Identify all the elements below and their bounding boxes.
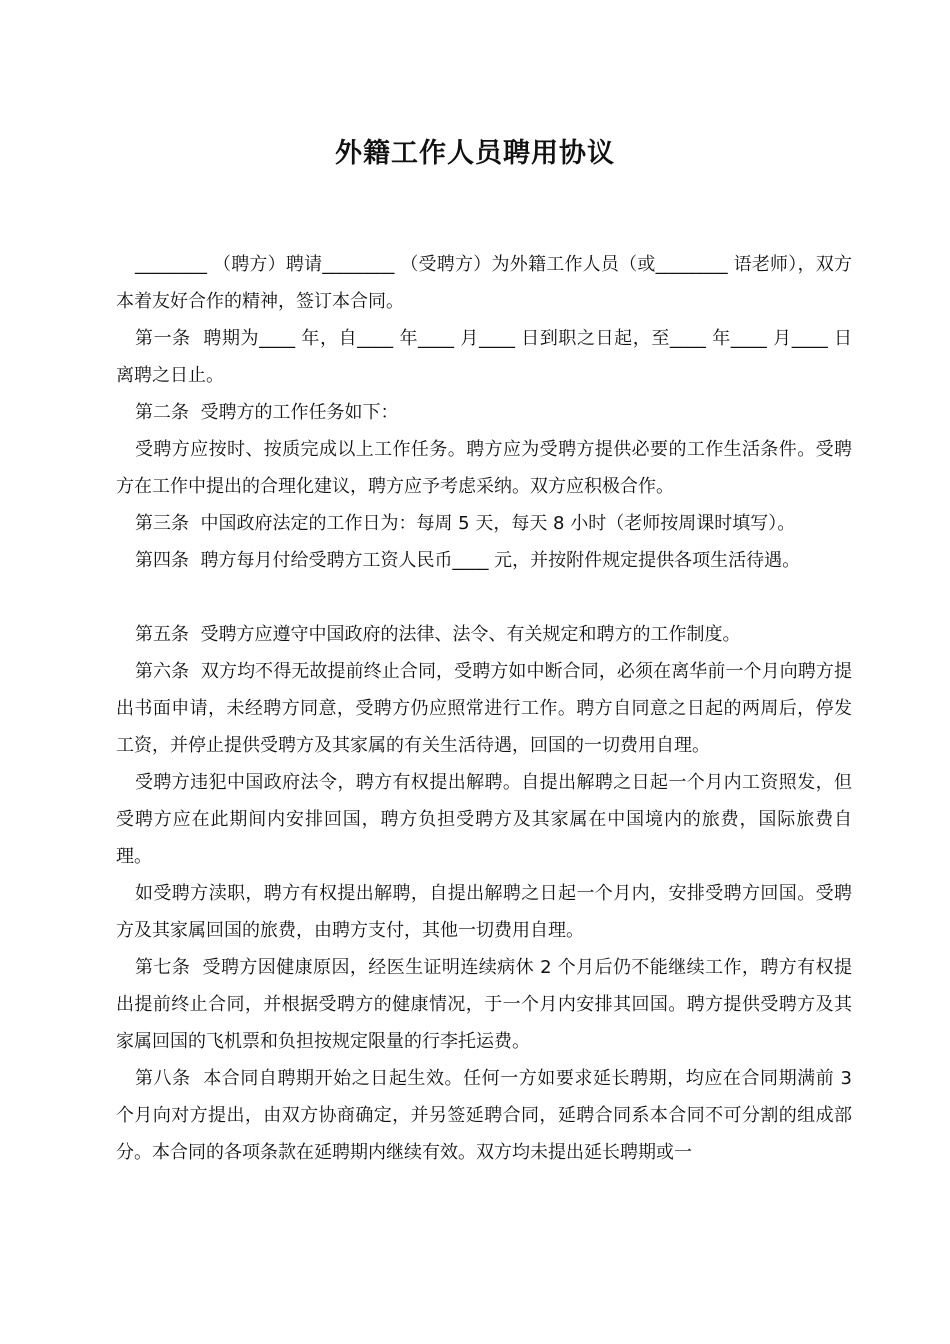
article-1-paragraph: 第一条 聘期为____ 年，自____ 年____ 月____ 日到职之日起，至____ 年____ 月____ 日离聘之日止。 [116, 328, 852, 386]
article-6-dereliction-paragraph: 如受聘方渎职，聘方有权提出解聘，自提出解聘之日起一个月内，安排受聘方回国。受聘方及其家属回国的旅费，由聘方支付，其他一切费用自理。 [116, 883, 852, 941]
preamble-paragraph: ________ （聘方）聘请________ （受聘方）为外籍工作人员（或________ 语老师），双方本着友好合作的精神，签订本合同。 [116, 254, 852, 312]
article-2-paragraph: 第二条 受聘方的工作任务如下： [135, 402, 399, 423]
article-5-paragraph: 第五条 受聘方应遵守中国政府的法律、法令、有关规定和聘方的工作制度。 [135, 624, 741, 645]
document-title: 外籍工作人员聘用协议 [335, 138, 615, 169]
paragraph-spacer [116, 579, 852, 616]
article-4-paragraph: 第四条 聘方每月付给受聘方工资人民币____ 元，并按附件规定提供各项生活待遇。 [135, 550, 801, 571]
article-7-paragraph: 第七条 受聘方因健康原因，经医生证明连续病休 2 个月后仍不能继续工作，聘方有权提出提前终止合同，并根据受聘方的健康情况，于一个月内安排其回国。聘方提供受聘方及其家属回国的飞机票和负担按规定限量的行李托运费。 [116, 957, 852, 1052]
article-8-paragraph: 第八条 本合同自聘期开始之日起生效。任何一方如要求延长聘期，均应在合同期满前 3 个月向对方提出，由双方协商确定，并另签延聘合同，延聘合同系本合同不可分割的组成部分。本合同的各项条款在延聘期内继续有效。双方均未提出延长聘期或一 [116, 1068, 858, 1163]
article-2-duties-paragraph: 受聘方应按时、按质完成以上工作任务。聘方应为受聘方提供必要的工作生活条件。受聘方在工作中提出的合理化建议，聘方应予考虑采纳。双方应积极合作。 [116, 439, 852, 497]
article-6-violation-paragraph: 受聘方违犯中国政府法令，聘方有权提出解聘。自提出解聘之日起一个月内工资照发，但受聘方应在此期间内安排回国，聘方负担受聘方及其家属在中国境内的旅费，国际旅费自理。 [116, 772, 852, 867]
article-6-paragraph: 第六条 双方均不得无故提前终止合同，受聘方如中断合同，必须在离华前一个月向聘方提出书面申请，未经聘方同意，受聘方仍应照常进行工作。聘方自同意之日起的两周后，停发工资，并停止提供受聘方及其家属的有关生活待遇，回国的一切费用自理。 [116, 661, 852, 756]
article-3-paragraph: 第三条 中国政府法定的工作日为：每周 5 天，每天 8 小时（老师按周课时填写）。 [135, 513, 796, 534]
document-body [116, 246, 858, 1171]
